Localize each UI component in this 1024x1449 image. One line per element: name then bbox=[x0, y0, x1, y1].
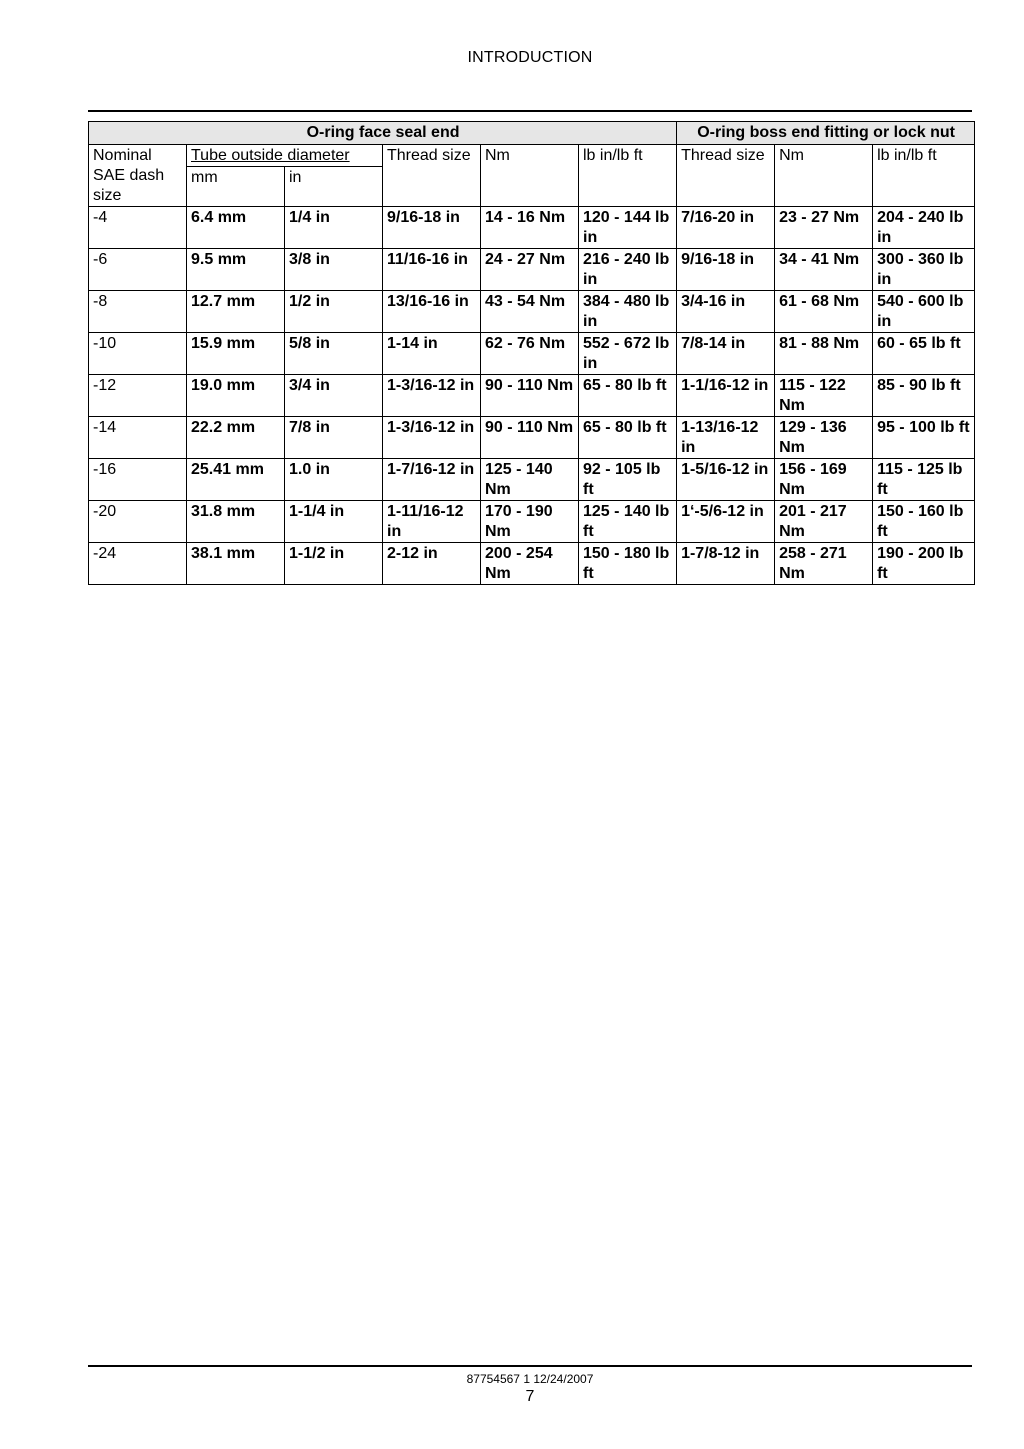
cell-torque-lb-boss-end: 85 - 90 lb ft bbox=[873, 375, 975, 417]
cell-thread-size-face-seal: 1-3/16-12 in bbox=[383, 417, 481, 459]
header-tube-outside-diameter bbox=[187, 145, 383, 167]
cell-thread-size-boss-end: 7/16-20 in bbox=[677, 207, 775, 249]
cell-dash-size: -10 bbox=[89, 333, 187, 375]
header-mm: mm bbox=[187, 167, 285, 207]
cell-torque-nm-boss-end: 258 - 271 Nm bbox=[775, 543, 873, 585]
cell-dash-size: -20 bbox=[89, 501, 187, 543]
cell-tube-od-in: 3/8 in bbox=[285, 249, 383, 291]
cell-tube-od-mm: 6.4 mm bbox=[187, 207, 285, 249]
cell-torque-lb-face-seal: 552 - 672 lb in bbox=[579, 333, 677, 375]
header-in: in bbox=[285, 167, 383, 207]
cell-thread-size-face-seal: 2-12 in bbox=[383, 543, 481, 585]
cell-torque-nm-boss-end: 156 - 169 Nm bbox=[775, 459, 873, 501]
cell-torque-lb-boss-end: 204 - 240 lb in bbox=[873, 207, 975, 249]
cell-torque-nm-face-seal: 43 - 54 Nm bbox=[481, 291, 579, 333]
footer-document-id: 87754567 1 12/24/2007 bbox=[466, 1372, 594, 1386]
cell-tube-od-in: 5/8 in bbox=[285, 333, 383, 375]
cell-thread-size-face-seal: 1-14 in bbox=[383, 333, 481, 375]
cell-dash-size: -4 bbox=[89, 207, 187, 249]
cell-tube-od-in: 1/4 in bbox=[285, 207, 383, 249]
cell-thread-size-face-seal: 13/16-16 in bbox=[383, 291, 481, 333]
cell-thread-size-boss-end: 1-1/16-12 in bbox=[677, 375, 775, 417]
table-row bbox=[89, 459, 975, 501]
cell-thread-size-boss-end: 9/16-18 in bbox=[677, 249, 775, 291]
cell-thread-size-face-seal: 1-7/16-12 in bbox=[383, 459, 481, 501]
cell-dash-size: -16 bbox=[89, 459, 187, 501]
cell-tube-od-in: 1-1/2 in bbox=[285, 543, 383, 585]
cell-torque-nm-boss-end: 201 - 217 Nm bbox=[775, 501, 873, 543]
cell-tube-od-in: 1-1/4 in bbox=[285, 501, 383, 543]
cell-dash-size: -24 bbox=[89, 543, 187, 585]
cell-torque-nm-face-seal: 90 - 110 Nm bbox=[481, 375, 579, 417]
cell-thread-size-face-seal: 9/16-18 in bbox=[383, 207, 481, 249]
cell-torque-nm-boss-end: 129 - 136 Nm bbox=[775, 417, 873, 459]
table-row bbox=[89, 543, 975, 585]
page-header: INTRODUCTION bbox=[467, 49, 593, 66]
header-nm-face-seal: Nm bbox=[481, 145, 579, 207]
cell-torque-nm-face-seal: 24 - 27 Nm bbox=[481, 249, 579, 291]
cell-torque-lb-boss-end: 190 - 200 lb ft bbox=[873, 543, 975, 585]
cell-tube-od-mm: 22.2 mm bbox=[187, 417, 285, 459]
cell-torque-nm-face-seal: 14 - 16 Nm bbox=[481, 207, 579, 249]
cell-torque-lb-boss-end: 540 - 600 lb in bbox=[873, 291, 975, 333]
cell-dash-size: -14 bbox=[89, 417, 187, 459]
cell-torque-nm-face-seal: 170 - 190 Nm bbox=[481, 501, 579, 543]
cell-dash-size: -12 bbox=[89, 375, 187, 417]
cell-torque-nm-face-seal: 62 - 76 Nm bbox=[481, 333, 579, 375]
header-lb-face-seal: lb in/lb ft bbox=[579, 145, 677, 207]
cell-tube-od-in: 1/2 in bbox=[285, 291, 383, 333]
cell-torque-lb-face-seal: 120 - 144 lb in bbox=[579, 207, 677, 249]
tube-od-label: Tube outside diameter bbox=[191, 147, 350, 164]
cell-tube-od-mm: 12.7 mm bbox=[187, 291, 285, 333]
cell-thread-size-boss-end: 3/4-16 in bbox=[677, 291, 775, 333]
table-row bbox=[89, 333, 975, 375]
cell-tube-od-mm: 31.8 mm bbox=[187, 501, 285, 543]
footer-rule bbox=[88, 1365, 972, 1367]
cell-dash-size: -6 bbox=[89, 249, 187, 291]
cell-thread-size-face-seal: 1-3/16-12 in bbox=[383, 375, 481, 417]
cell-tube-od-in: 7/8 in bbox=[285, 417, 383, 459]
cell-torque-nm-face-seal: 90 - 110 Nm bbox=[481, 417, 579, 459]
table-row bbox=[89, 501, 975, 543]
table-row bbox=[89, 375, 975, 417]
cell-tube-od-mm: 15.9 mm bbox=[187, 333, 285, 375]
group-header-face-seal: O-ring face seal end bbox=[89, 122, 677, 145]
cell-torque-lb-boss-end: 60 - 65 lb ft bbox=[873, 333, 975, 375]
cell-tube-od-in: 1.0 in bbox=[285, 459, 383, 501]
header-thread-size-face-seal: Thread size bbox=[383, 145, 481, 207]
cell-tube-od-mm: 38.1 mm bbox=[187, 543, 285, 585]
cell-torque-lb-face-seal: 384 - 480 lb in bbox=[579, 291, 677, 333]
cell-torque-lb-boss-end: 115 - 125 lb ft bbox=[873, 459, 975, 501]
table-row bbox=[89, 291, 975, 333]
cell-torque-nm-boss-end: 81 - 88 Nm bbox=[775, 333, 873, 375]
cell-thread-size-boss-end: 1-5/16-12 in bbox=[677, 459, 775, 501]
cell-torque-lb-boss-end: 300 - 360 lb in bbox=[873, 249, 975, 291]
cell-thread-size-boss-end: 1-13/16-12 in bbox=[677, 417, 775, 459]
cell-torque-lb-face-seal: 65 - 80 lb ft bbox=[579, 417, 677, 459]
table-body bbox=[89, 145, 975, 585]
table-row bbox=[89, 417, 975, 459]
header-rule bbox=[88, 110, 972, 112]
page-number: 7 bbox=[525, 1388, 535, 1405]
header-nominal-sae-dash-size: Nominal SAE dash size bbox=[89, 145, 187, 207]
header-lb-boss-end: lb in/lb ft bbox=[873, 145, 975, 207]
cell-torque-nm-boss-end: 61 - 68 Nm bbox=[775, 291, 873, 333]
cell-thread-size-boss-end: 1-7/8-12 in bbox=[677, 543, 775, 585]
cell-torque-nm-face-seal: 125 - 140 Nm bbox=[481, 459, 579, 501]
cell-tube-od-mm: 19.0 mm bbox=[187, 375, 285, 417]
cell-torque-nm-boss-end: 115 - 122 Nm bbox=[775, 375, 873, 417]
cell-torque-lb-face-seal: 216 - 240 lb in bbox=[579, 249, 677, 291]
cell-torque-lb-boss-end: 150 - 160 lb ft bbox=[873, 501, 975, 543]
cell-thread-size-boss-end: 7/8-14 in bbox=[677, 333, 775, 375]
cell-tube-od-mm: 25.41 mm bbox=[187, 459, 285, 501]
cell-dash-size: -8 bbox=[89, 291, 187, 333]
cell-torque-lb-face-seal: 92 - 105 lb ft bbox=[579, 459, 677, 501]
table-row bbox=[89, 249, 975, 291]
cell-torque-lb-boss-end: 95 - 100 lb ft bbox=[873, 417, 975, 459]
group-header-boss-end: O-ring boss end fitting or lock nut bbox=[677, 122, 975, 145]
cell-torque-nm-face-seal: 200 - 254 Nm bbox=[481, 543, 579, 585]
table-row bbox=[89, 207, 975, 249]
cell-tube-od-in: 3/4 in bbox=[285, 375, 383, 417]
header-nm-boss-end: Nm bbox=[775, 145, 873, 207]
cell-torque-lb-face-seal: 65 - 80 lb ft bbox=[579, 375, 677, 417]
cell-thread-size-boss-end: 1‘-5/6-12 in bbox=[677, 501, 775, 543]
cell-torque-nm-boss-end: 34 - 41 Nm bbox=[775, 249, 873, 291]
torque-table bbox=[88, 121, 975, 585]
header-thread-size-boss-end: Thread size bbox=[677, 145, 775, 207]
cell-tube-od-mm: 9.5 mm bbox=[187, 249, 285, 291]
cell-thread-size-face-seal: 1-11/16-12 in bbox=[383, 501, 481, 543]
cell-thread-size-face-seal: 11/16-16 in bbox=[383, 249, 481, 291]
cell-torque-nm-boss-end: 23 - 27 Nm bbox=[775, 207, 873, 249]
cell-torque-lb-face-seal: 125 - 140 lb ft bbox=[579, 501, 677, 543]
cell-torque-lb-face-seal: 150 - 180 lb ft bbox=[579, 543, 677, 585]
